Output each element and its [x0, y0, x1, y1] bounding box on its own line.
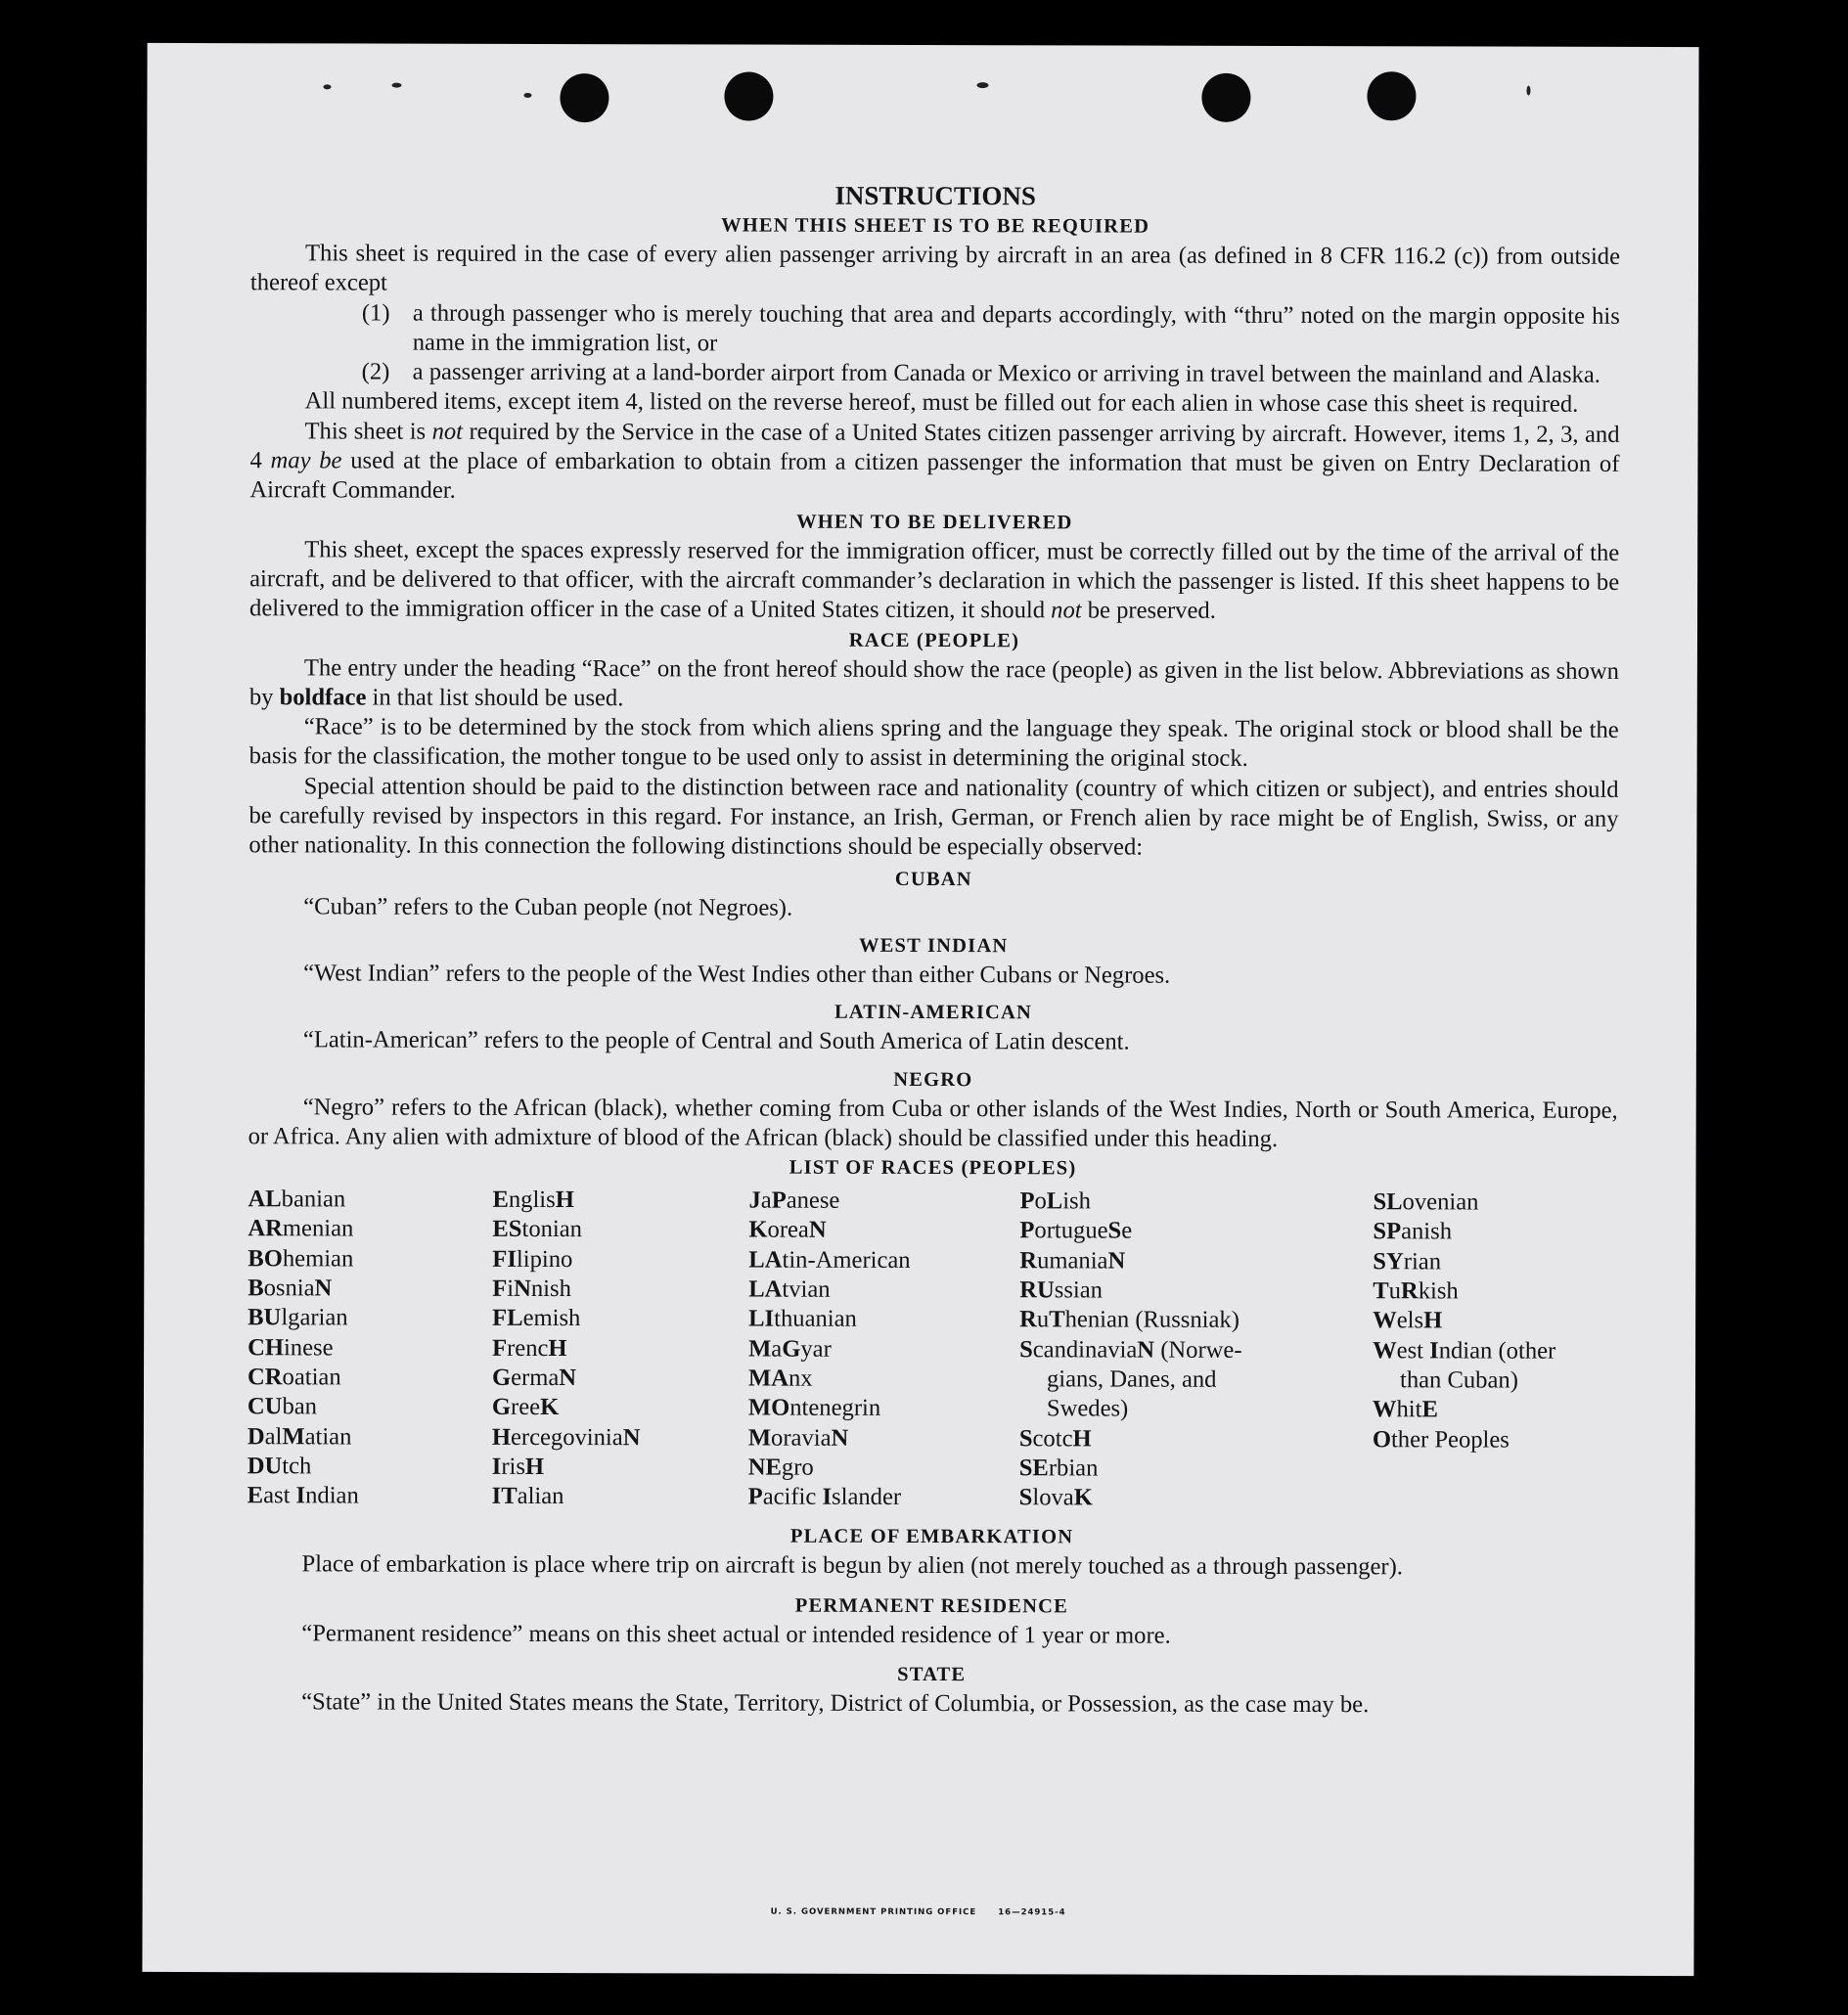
races-column — [748, 1187, 1020, 1513]
paper-speck — [976, 82, 988, 88]
paragraph — [249, 535, 1619, 628]
document-sheet — [142, 43, 1698, 1976]
races-column — [492, 1186, 749, 1512]
page-title: INSTRUCTIONS — [834, 180, 1036, 211]
paragraph: “West Indian” refers to the people of the West Indies other than either Cubans or Negroes. — [303, 960, 1171, 989]
race-entry: Other Peoples — [1372, 1425, 1510, 1454]
race-entry: WhitE — [1372, 1396, 1438, 1423]
races-column — [248, 1185, 493, 1511]
punch-hole — [1367, 71, 1416, 120]
race-entry: MAnx — [747, 1365, 813, 1392]
paragraph: “Negro” refers to the African (black), whether coming from Cuba or other islands of the West Indies, North or South America, Europe, or Africa. Any alien with admixture of blood of the African (black) should be classified under this heading. — [248, 1093, 1618, 1152]
list-item — [362, 298, 1620, 361]
instructions-text — [247, 135, 1620, 1721]
list-text: a through passenger who is merely touching that area and departs accordingly, with “thru” noted on the margin opposite his name in the immigration list, or — [412, 299, 1620, 357]
text-run-bold: boldface — [279, 684, 367, 711]
race-entry: SPanish — [1373, 1218, 1453, 1245]
printer-imprint — [143, 1905, 1694, 1919]
race-entry: RuThenian (Russniak) — [1019, 1306, 1240, 1334]
race-entry: SErbian — [1018, 1455, 1099, 1482]
race-entry: PoLish — [1019, 1187, 1091, 1215]
race-entry: ALbanian — [248, 1186, 346, 1213]
text-run: The entry under the heading “Race” on the front hereof should show the race (people) as given in the list below. Abbreviations as shown by — [248, 653, 1619, 711]
race-entry: gians, Danes, and — [1046, 1366, 1217, 1393]
list-number: (1) — [361, 299, 390, 327]
races-list — [248, 1185, 1618, 1514]
paragraph: “Race” is to be determined by the stock from which aliens spring and the language they speak. The original stock or blood shall be the basis for the classification, the mother tongue to be used only to assist in determining the original stock. — [248, 713, 1619, 773]
race-entry: CHinese — [248, 1333, 334, 1362]
race-entry: BosniaN — [248, 1275, 333, 1302]
paragraph — [249, 417, 1619, 510]
paragraph: All numbered items, except item 4, listed on the reverse hereof, must be filled out for each alien in whose case this sheet is required. — [304, 387, 1579, 419]
text-run-italic: not — [431, 418, 464, 445]
race-entry: EnglisH — [492, 1186, 574, 1214]
race-entry: than Cuban) — [1399, 1366, 1518, 1394]
race-entry: GreeK — [491, 1394, 560, 1421]
section-heading: PERMANENT RESIDENCE — [794, 1594, 1069, 1618]
text-run: This sheet is — [304, 418, 432, 445]
paragraph — [249, 653, 1619, 716]
paragraph: “Latin-American” refers to the people of Central and South America of Latin descent. — [302, 1026, 1130, 1055]
section-heading: WEST INDIAN — [858, 934, 1009, 958]
race-entry: FLemish — [492, 1305, 581, 1332]
section-heading: CUBAN — [894, 868, 972, 890]
punch-hole — [1201, 73, 1250, 122]
text-run-italic: may be — [270, 447, 342, 474]
section-heading: STATE — [897, 1663, 967, 1686]
race-entry: Swedes) — [1046, 1395, 1129, 1422]
printer-name: U. S. GOVERNMENT PRINTING OFFICE — [770, 1906, 977, 1918]
paragraph: “Cuban” refers to the Cuban people (not Negroes). — [303, 892, 793, 921]
race-entry: MaGyar — [748, 1335, 832, 1363]
race-entry: West Indian (other — [1373, 1336, 1556, 1365]
section-heading: WHEN TO BE DELIVERED — [796, 511, 1073, 534]
race-entry: FrencH — [492, 1334, 567, 1362]
race-entry: SYrian — [1373, 1247, 1442, 1276]
race-entry: ScotcH — [1018, 1424, 1092, 1452]
race-entry: East Indian — [247, 1482, 359, 1509]
race-entry: WelsH — [1373, 1307, 1443, 1334]
race-entry: GermaN — [491, 1364, 577, 1391]
race-entry: EStonian — [492, 1216, 583, 1243]
race-entry: IrisH — [491, 1453, 545, 1480]
race-entry: FIlipino — [492, 1245, 573, 1273]
race-entry: Pacific Islander — [747, 1483, 902, 1511]
text-run: be preserved. — [1081, 597, 1216, 625]
punch-hole — [724, 71, 773, 120]
race-entry: MoraviaN — [747, 1424, 849, 1452]
punch-hole — [560, 73, 608, 122]
paper-speck — [1526, 86, 1530, 96]
race-entry: LIthuanian — [748, 1305, 857, 1333]
section-heading: PLACE OF EMBARKATION — [789, 1526, 1074, 1548]
section-heading: LIST OF RACES (PEOPLES) — [789, 1156, 1077, 1180]
races-column — [1373, 1187, 1618, 1514]
paper-speck — [523, 93, 531, 98]
race-entry: KoreaN — [748, 1216, 827, 1244]
list-number: (2) — [361, 358, 390, 385]
paper-speck — [323, 84, 331, 89]
section-heading: RACE (PEOPLE) — [848, 629, 1020, 651]
form-code: 16—24915-4 — [998, 1907, 1066, 1918]
race-entry: CRoatian — [247, 1364, 341, 1391]
race-entry: RUssian — [1019, 1276, 1104, 1304]
race-entry: MOntenegrin — [747, 1394, 881, 1422]
race-entry: ITalian — [491, 1482, 564, 1510]
paragraph: This sheet is required in the case of every alien passenger arriving by aircraft in an area (as defined in 8 CFR 116.2 (c)) from outside thereof except — [249, 240, 1621, 296]
text-run-italic: not — [1051, 597, 1082, 624]
race-entry: DalMatian — [247, 1422, 352, 1450]
list-text: a passenger arriving at a land-border airport from Canada or Mexico or arriving in travel between the mainland and Alaska. — [412, 358, 1600, 389]
race-entry: BOhemian — [248, 1244, 354, 1273]
race-entry: HercegoviniaN — [491, 1423, 641, 1451]
race-entry: NEgro — [747, 1454, 814, 1481]
race-entry: ARmenian — [248, 1215, 354, 1242]
race-entry: FiNnish — [492, 1275, 571, 1303]
race-entry: JaPanese — [748, 1187, 840, 1214]
list-item — [362, 358, 1620, 391]
text-run: required by the Service in the case of a United States citizen passenger arriving by aircraft. However, items 1, 2, 3, and 4 — [249, 418, 1620, 474]
section-heading: WHEN THIS SHEET IS TO BE REQUIRED — [721, 214, 1150, 238]
text-run: in that list should be used. — [366, 684, 624, 712]
text-run: used at the place of embarkation to obtain from a citizen passenger the information that must be given on Entry Declaration of Aircraft Commander. — [249, 447, 1620, 505]
race-entry: LAtin-American — [748, 1246, 911, 1274]
paper-speck — [391, 83, 401, 88]
race-entry: DUtch — [247, 1452, 312, 1480]
paragraph: Special attention should be paid to the distinction between race and nationality (country of which citizen or subject), and entries should be carefully revised by inspectors in this regard. For instance, an Irish, German, or French alien by race might be of English, Swiss, or any other nationality. In this connection the following distinctions should be especially observed: — [248, 773, 1619, 861]
section-heading: NEGRO — [893, 1068, 973, 1091]
paragraph: Place of embarkation is place where trip on aircraft is begun by alien (not merely touched as a through passenger). — [301, 1550, 1403, 1581]
text-run: This sheet, except the spaces expressly reserved for the immigration officer, must be correctly filled out by the time of the arrival of the aircraft, and be delivered to that officer, with the aircraft commander’s declaration in which the passenger is listed. If this sheet happens to be delivered to the immigration officer in the case of a United States citizen, it should — [249, 536, 1620, 624]
paragraph: “Permanent residence” means on this sheet actual or intended residence of 1 year or more. — [301, 1620, 1171, 1649]
race-entry: ScandinaviaN (Norwe- — [1019, 1335, 1242, 1364]
race-entry: PortugueSe — [1019, 1217, 1133, 1244]
race-entry: SlovaK — [1018, 1484, 1093, 1511]
paragraph: “State” in the United States means the State, Territory, District of Columbia, or Possession, as the case may be. — [301, 1688, 1370, 1719]
race-entry: TuRkish — [1373, 1277, 1459, 1305]
race-entry: SLovenian — [1373, 1188, 1479, 1216]
race-entry: LAtvian — [748, 1276, 831, 1303]
race-entry: CUban — [247, 1393, 318, 1420]
races-column — [1019, 1187, 1374, 1513]
race-entry: BUlgarian — [248, 1304, 348, 1331]
section-heading: LATIN-AMERICAN — [834, 1002, 1033, 1024]
race-entry: RumaniaN — [1019, 1246, 1126, 1275]
